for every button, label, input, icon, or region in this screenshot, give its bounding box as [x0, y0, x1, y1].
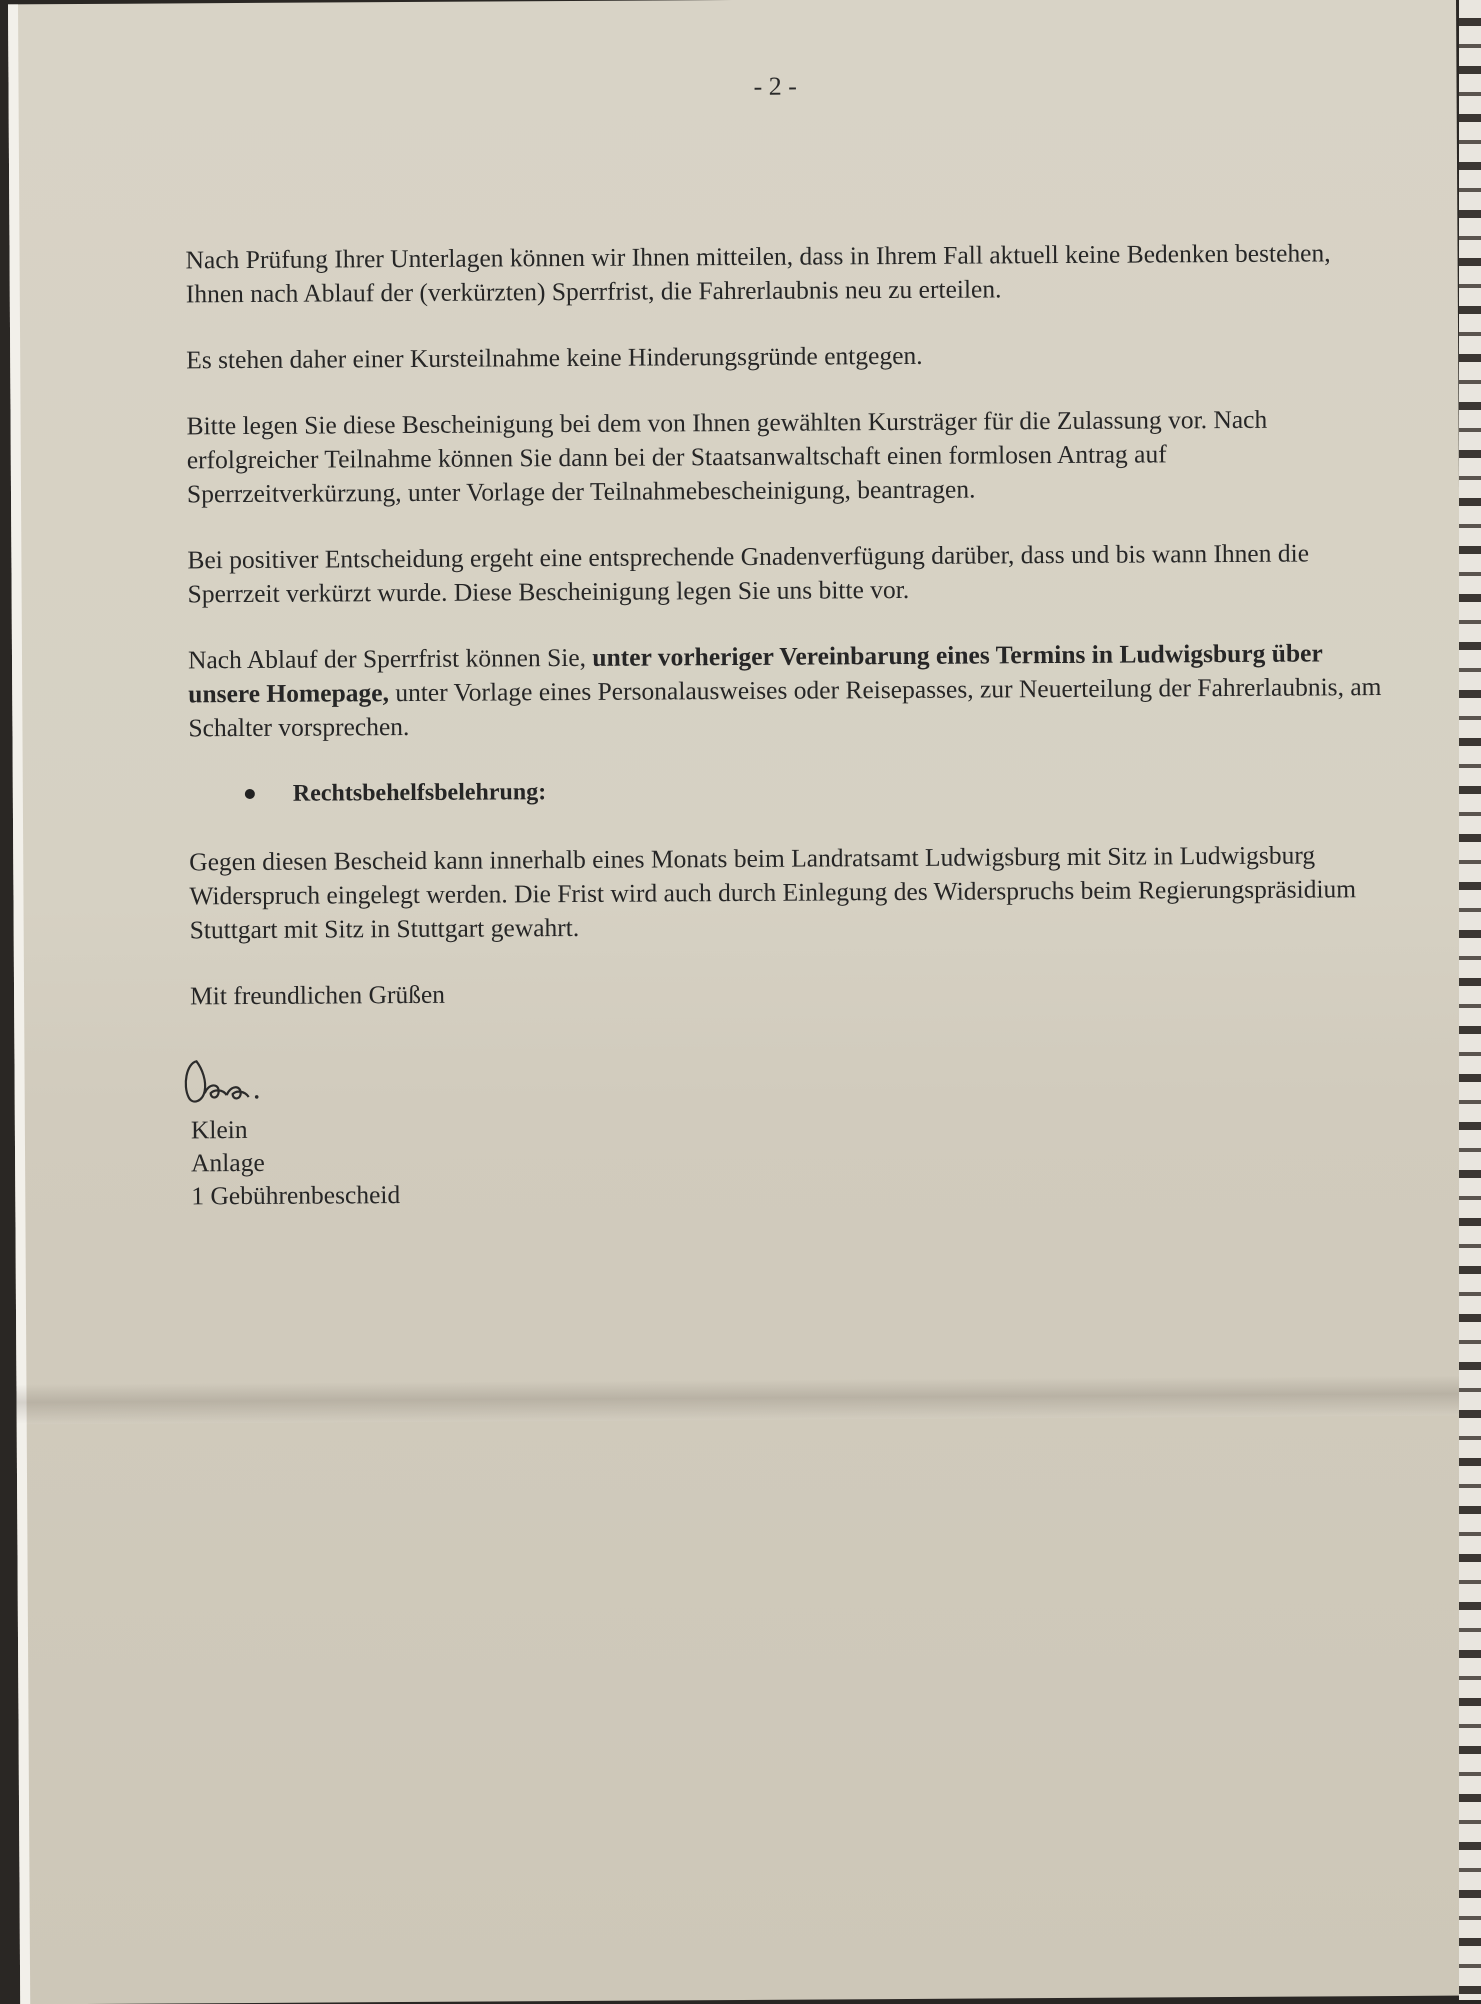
- letter-page: [8, 0, 1468, 2004]
- paragraph-certificate-instructions: Bitte legen Sie diese Bescheinigung bei dem von Ihnen gewählten Kursträger für die Zulassung vor. Nach erfolgreicher Teilnahme können Sie dann bei der Staatsanwaltschaft einen formlosen Antrag auf Sperrzeitverkürzung, unter Vorlage der Teilnahmebescheinigung, beantragen.: [186, 404, 1268, 509]
- signer-name: Klein: [190, 1114, 248, 1145]
- background-edge: [1459, 0, 1481, 2000]
- paragraph-pardon-decision: Bei positiver Entscheidung ergeht eine entsprechende Gnadenverfügung darüber, dass und bis wann Ihnen die Sperrzeit verkürzt wurde. Diese Bescheinigung legen Sie uns bitte vor.: [187, 538, 1310, 609]
- legal-remedy-heading: Rechtsbehelfsbelehrung:: [292, 779, 547, 807]
- page-number: - 2 -: [753, 71, 797, 101]
- closing-greeting: Mit freundlichen Grüßen: [189, 979, 446, 1011]
- paper-fold: [16, 1376, 1464, 1425]
- appointment-text-end: unter Vorlage eines Personalausweises oder Reisepasses, zur Neuerteilung der Fahrerlaubnis, am Schalter vorsprechen.: [188, 672, 1382, 743]
- paragraph-legal-remedy: Gegen diesen Bescheid kann innerhalb eines Monats beim Landratsamt Ludwigsburg mit Sitz in Ludwigsburg Widerspruch eingelegt werden. Die Frist wird auch durch Einlegung des Widerspruchs beim Regierungspräsidium Stuttgart mit Sitz in Stuttgart gewahrt.: [189, 840, 1357, 945]
- legal-remedy-heading-row: [189, 770, 1389, 811]
- page-edge-light: [8, 4, 30, 2004]
- attachment-label: Anlage: [191, 1147, 265, 1178]
- paragraph-appointment: [188, 636, 1389, 745]
- appointment-text-bold: unter vorheriger Vereinbarung eines Termins in Ludwigsburg über unsere Homepage,: [188, 638, 1323, 709]
- handwritten-signature: [178, 1046, 1390, 1113]
- paragraph-course-participation: Es stehen daher einer Kursteilnahme keine Hinderungsgründe entgegen.: [186, 340, 923, 375]
- letter-body: [185, 236, 1391, 1212]
- appointment-text-start: Nach Ablauf der Sperrfrist können Sie,: [187, 642, 593, 675]
- attachment-item: 1 Gebührenbescheid: [191, 1180, 401, 1211]
- paragraph-review-result: Nach Prüfung Ihrer Unterlagen können wir Ihnen mitteilen, dass in Ihrem Fall aktuell keine Bedenken bestehen, Ihnen nach Ablauf der (verkürzten) Sperrfrist, die Fahrerlaubnis neu zu erteilen.: [185, 238, 1331, 309]
- bullet-icon: [245, 789, 255, 799]
- signature-icon: [178, 1053, 288, 1114]
